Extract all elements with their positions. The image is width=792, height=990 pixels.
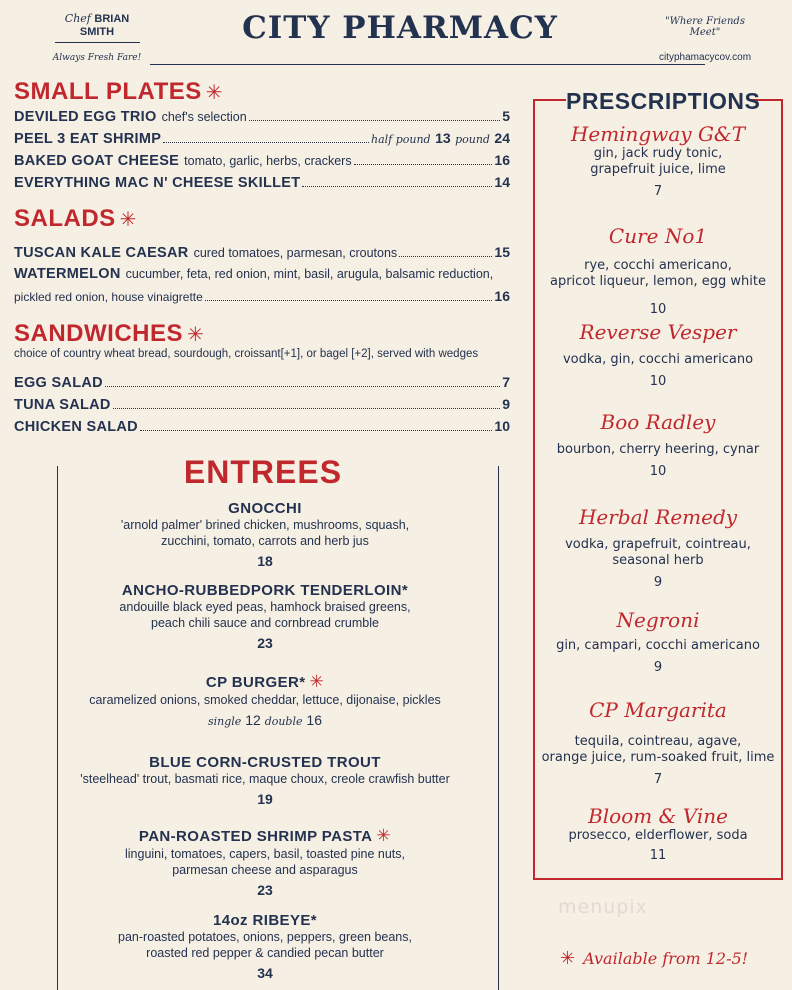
drink-desc: tequila, cointreau, agave, — [574, 734, 742, 749]
restaurant-title: CITY PHARMACY — [242, 10, 558, 46]
chef-name: BRIAN SMITH — [79, 13, 130, 38]
entree-item — [60, 912, 470, 981]
entree-name: PAN-ROASTED SHRIMP PASTA — [138, 828, 373, 845]
item-name: EVERYTHING MAC N' CHEESE SKILLET — [14, 175, 301, 191]
salads-label: SALADS — [14, 205, 116, 232]
entree-price: 23 — [257, 635, 273, 651]
drink-name: Reverse Vesper — [579, 320, 737, 344]
item-name: BAKED GOAT CHEESE — [14, 153, 180, 169]
drink-price: 11 — [649, 848, 667, 863]
drink-price: 10 — [649, 464, 667, 479]
drink-item — [535, 608, 781, 675]
entree-price: 18 — [257, 553, 273, 569]
drink-item — [535, 410, 781, 479]
availability-note — [560, 948, 780, 969]
section-title-sandwiches — [14, 320, 204, 348]
entree-price: 19 — [257, 791, 273, 807]
item-price: 16 — [494, 288, 510, 304]
leader-dots — [163, 142, 369, 143]
entree-item — [60, 500, 470, 569]
drink-name: CP Margarita — [589, 698, 727, 722]
drink-desc: grapefruit juice, lime — [590, 162, 726, 177]
drink-name: Boo Radley — [600, 410, 716, 434]
entree-item — [60, 826, 470, 898]
drink-item — [535, 224, 781, 317]
drink-desc: gin, campari, cocchi americano — [556, 638, 760, 653]
drink-name: Cure No1 — [608, 224, 708, 248]
section-title-salads — [14, 205, 137, 233]
entree-item — [60, 754, 470, 807]
leader-dots — [399, 256, 492, 257]
item-name: TUSCAN KALE CAESAR — [14, 245, 189, 261]
sparkle-icon: ✳ — [119, 209, 137, 231]
leader-dots — [105, 386, 500, 387]
entree-desc: peach chili sauce and cornbread crumble — [151, 616, 379, 630]
item-price: 10 — [494, 418, 510, 434]
drink-desc: vodka, gin, cocchi americano — [562, 352, 754, 367]
item-desc: cucumber, feta, red onion, mint, basil, arugula, balsamic reduction, — [125, 267, 494, 281]
leader-dots — [140, 430, 492, 431]
menu-item — [14, 152, 510, 169]
item-price: 16 — [494, 152, 510, 168]
sparkle-icon: ✳ — [205, 82, 224, 104]
leader-dots — [113, 408, 500, 409]
chef-divider — [55, 42, 140, 43]
item-name: PEEL 3 EAT SHRIMP — [14, 131, 162, 147]
drink-desc: orange juice, rum-soaked fruit, lime — [541, 750, 775, 765]
entree-desc: roasted red pepper & candied pecan butter — [146, 946, 384, 960]
sparkle-icon: ✳ — [560, 948, 576, 969]
menu-item — [14, 396, 510, 413]
section-title-small-plates — [14, 78, 223, 106]
header-divider — [150, 64, 705, 65]
menu-item — [14, 130, 510, 147]
entree-desc: parmesan cheese and asparagus — [172, 863, 358, 877]
item-desc: chef's selection — [161, 110, 247, 124]
drink-desc: bourbon, cherry heering, cynar — [556, 442, 760, 457]
drink-desc: seasonal herb — [612, 553, 704, 568]
item-price: 7 — [502, 374, 510, 390]
chef-prefix: Chef — [64, 12, 91, 25]
menu-item — [14, 418, 510, 435]
menu-item — [14, 174, 510, 191]
entree-price-options — [60, 712, 470, 728]
entree-name: CP BURGER* — [205, 674, 306, 691]
leader-dots — [302, 186, 492, 187]
availability-text: Available from 12-5! — [583, 949, 749, 968]
menu-item — [14, 266, 510, 282]
section-title-prescriptions: PRESCRIPTIONS — [566, 88, 761, 114]
watermark: menupix — [558, 896, 648, 918]
drink-item — [535, 122, 781, 199]
sandwich-note: choice of country wheat bread, sourdough, croissant[+1], or bagel [+2], served with wedges — [14, 348, 479, 360]
drink-desc: gin, jack rudy tonic, — [593, 146, 723, 161]
drink-desc: vodka, grapefruit, cointreau, — [565, 537, 751, 552]
entree-item — [60, 582, 470, 651]
drink-item — [535, 505, 781, 590]
drink-price: 10 — [649, 302, 667, 317]
sparkle-icon: ✳ — [309, 672, 325, 691]
chef-signature — [52, 12, 142, 63]
menu-item — [14, 244, 510, 261]
leader-dots — [249, 120, 501, 121]
item-price: 15 — [494, 244, 510, 260]
small-plates-label: SMALL PLATES — [14, 78, 202, 105]
drink-item — [535, 698, 781, 787]
drink-item — [535, 320, 781, 389]
entree-price: 12 — [245, 712, 261, 728]
entree-item — [60, 672, 470, 728]
section-title-entrees: ENTREES — [183, 454, 343, 490]
sparkle-icon: ✳ — [187, 324, 205, 346]
size-label: double — [264, 715, 303, 728]
drink-price: 10 — [649, 374, 667, 389]
item-price: 14 — [494, 174, 510, 190]
item-name: CHICKEN SALAD — [14, 419, 138, 435]
leader-dots — [205, 300, 493, 301]
item-price: 5 — [502, 108, 510, 124]
sparkle-icon: ✳ — [376, 826, 392, 845]
item-name: TUNA SALAD — [14, 397, 111, 413]
menu-item-continued — [14, 288, 510, 305]
entree-price: 16 — [306, 712, 322, 728]
drink-name: Herbal Remedy — [578, 505, 738, 529]
drink-name: Negroni — [616, 608, 700, 632]
drink-price: 7 — [653, 772, 663, 787]
item-price: 9 — [502, 396, 510, 412]
sandwiches-label: SANDWICHES — [14, 320, 184, 347]
entree-desc: 'steelhead' trout, basmati rice, maque choux, creole crawfish butter — [80, 772, 450, 786]
item-name: WATERMELON — [14, 266, 121, 282]
drink-price: 7 — [653, 184, 663, 199]
menu-item — [14, 374, 510, 391]
item-desc: tomato, garlic, herbs, crackers — [184, 154, 352, 168]
entree-desc: andouille black eyed peas, hamhock braised greens, — [119, 600, 411, 614]
menu-item — [14, 108, 510, 125]
entree-desc: 'arnold palmer' brined chicken, mushrooms, squash, — [120, 518, 410, 532]
chef-name-line — [52, 12, 142, 38]
entree-price: 34 — [257, 965, 273, 981]
item-name: EGG SALAD — [14, 375, 103, 391]
entree-name: GNOCCHI — [228, 500, 302, 517]
drink-desc: prosecco, elderflower, soda — [568, 828, 748, 843]
entree-desc: linguini, tomatoes, capers, basil, toasted pine nuts, — [124, 847, 406, 861]
entree-name: 14oz RIBEYE* — [213, 912, 317, 929]
size-label: pound — [455, 133, 490, 146]
drink-desc: apricot liqueur, lemon, egg white — [549, 274, 766, 289]
entree-price: 23 — [257, 882, 273, 898]
drink-name: Bloom & Vine — [588, 804, 728, 828]
drink-item — [535, 804, 781, 863]
chef-tagline: Always Fresh Fare! — [52, 53, 142, 63]
entree-name: BLUE CORN-CRUSTED TROUT — [149, 754, 381, 771]
entree-desc: zucchini, tomato, carrots and herb jus — [161, 534, 369, 548]
item-price: 13 — [435, 130, 451, 146]
item-desc: cured tomatoes, parmesan, croutons — [193, 246, 398, 260]
entree-desc: pan-roasted potatoes, onions, peppers, green beans, — [118, 930, 412, 944]
drink-price: 9 — [653, 660, 663, 675]
motto-block — [650, 16, 760, 63]
website: cityphamacycov.com — [658, 52, 752, 63]
item-name: DEVILED EGG TRIO — [14, 109, 157, 125]
size-label: half pound — [371, 133, 431, 146]
size-label: single — [208, 715, 242, 728]
entree-name: ANCHO-RUBBEDPORK TENDERLOIN* — [121, 582, 409, 599]
motto: "Where Friends Meet" — [665, 16, 745, 38]
item-price: 24 — [494, 130, 510, 146]
drink-desc: rye, cocchi americano, — [584, 258, 732, 273]
drink-name: Hemingway G&T — [570, 122, 746, 146]
item-desc: pickled red onion, house vinaigrette — [14, 290, 203, 304]
entree-desc: caramelized onions, smoked cheddar, lettuce, dijonaise, pickles — [89, 693, 441, 707]
leader-dots — [354, 164, 493, 165]
drink-price: 9 — [653, 575, 663, 590]
